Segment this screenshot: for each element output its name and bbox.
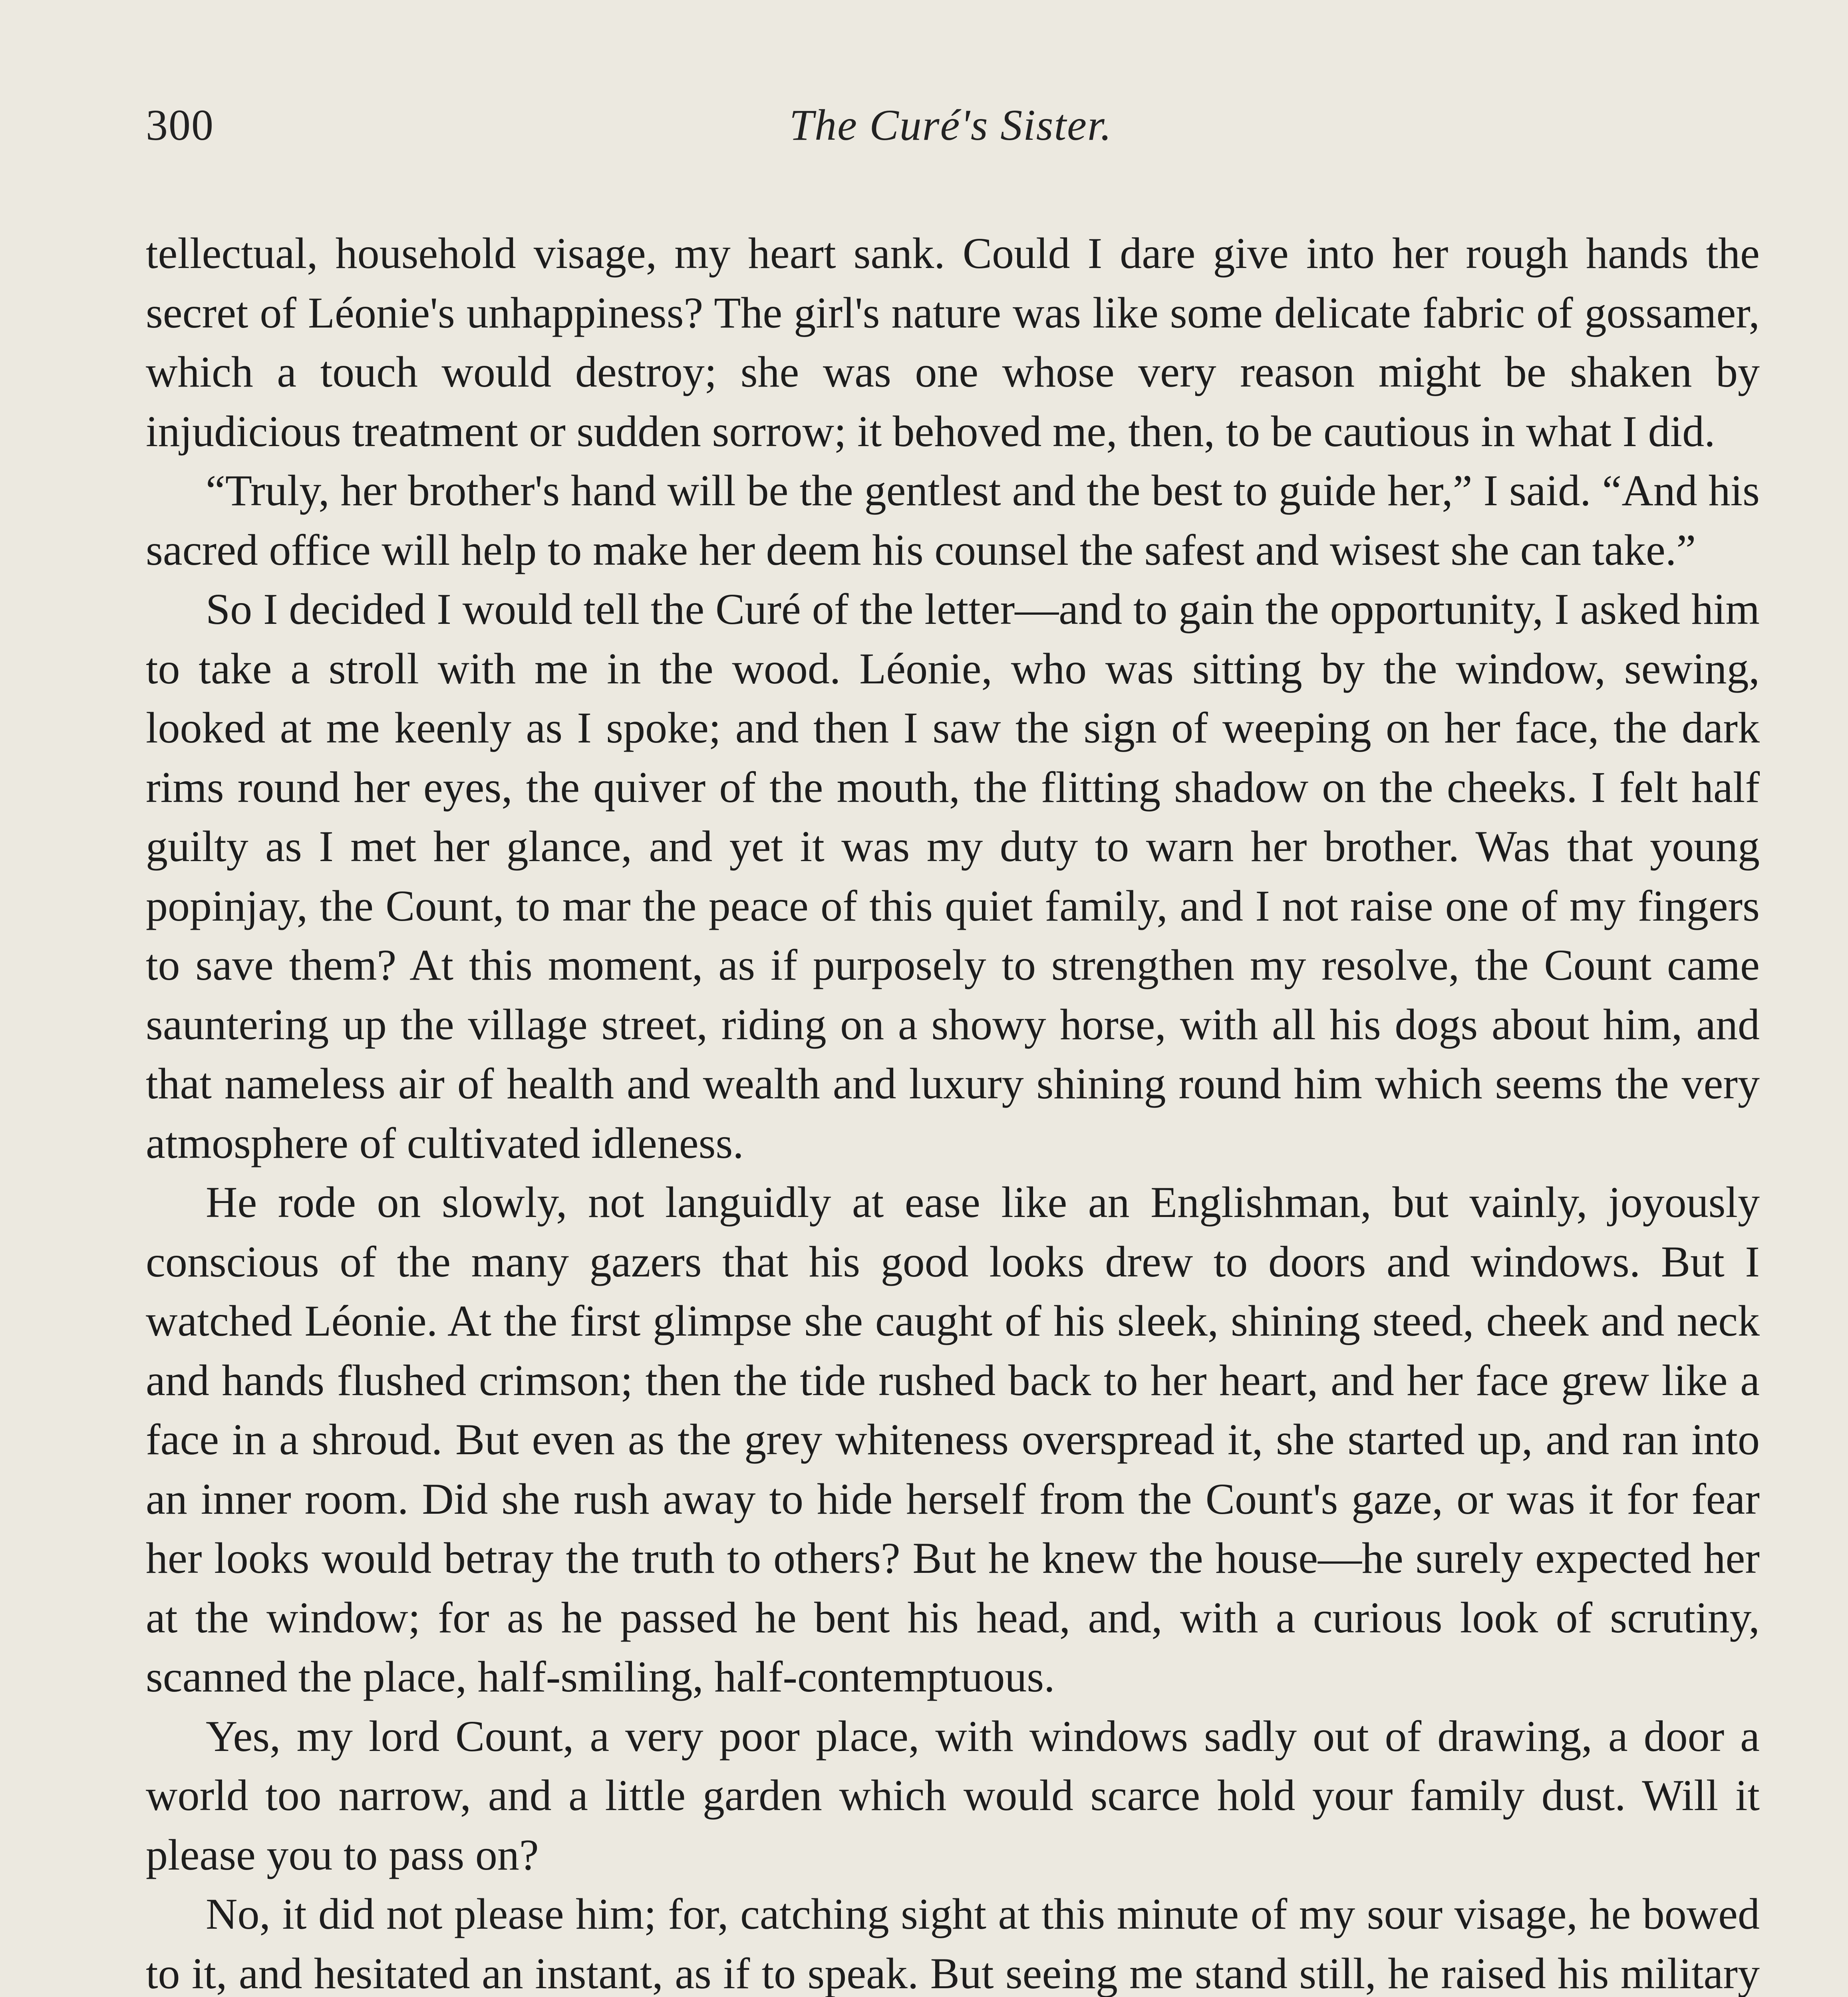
- page-number: 300: [146, 101, 214, 149]
- paragraph-1: tellectual, household visage, my heart sank. Could I dare give into her rough hands the secret of Léonie's unhappiness? The girl's nature was like some delicate fabric of gossamer, which a touch would destroy; she was one whose very reason might be shaken by injudicious treatment or sudden sorrow; it behoved me, then, to be cautious in what I did.: [146, 229, 1760, 456]
- paragraph-6: No, it did not please him; for, catching sight at this minute of my sour visage, he bowed to it, and hesitated an instant, as if to speak. But seeing me stand still, he raised his military: [146, 1890, 1760, 1997]
- paragraph-2: “Truly, her brother's hand will be the gentlest and the best to guide her,” I said. “And his sacred office will help to make her deem his counsel the safest and wisest she can take.”: [146, 466, 1760, 574]
- paragraph-4: He rode on slowly, not languidly at ease like an Englishman, but vainly, joyously conscious of the many gazers that his good looks drew to doors and windows. But I watched Léonie. At the first glimpse she caught of his sleek, shining steed, cheek and neck and hands flushed crimson; then the tide rushed back to her heart, and her face grew like a face in a shroud. But even as the grey whiteness overspread it, she started up, and ran into an inner room. Did she rush away to hide herself from the Count's gaze, or was it for fear her looks would betray the truth to others? But he knew the house—he surely expected her at the window; for as he passed he bent his head, and, with a curious look of scrutiny, scanned the place, half-smiling, half-contemptuous.: [146, 1178, 1760, 1701]
- body-text: [146, 224, 1760, 1997]
- running-head: [146, 100, 1756, 152]
- book-title: The Curé's Sister.: [789, 101, 1113, 149]
- paragraph-3: So I decided I would tell the Curé of the letter—and to gain the opportunity, I asked him to take a stroll with me in the wood. Léonie, who was sitting by the window, sewing, looked at me keenly as I spoke; and then I saw the sign of weeping on her face, the dark rims round her eyes, the quiver of the mouth, the flitting shadow on the cheeks. I felt half guilty as I met her glance, and yet it was my duty to warn her brother. Was that young popinjay, the Count, to mar the peace of this quiet family, and I not raise one of my fingers to save them? At this moment, as if purposely to strengthen my resolve, the Count came sauntering up the village street, riding on a showy horse, with all his dogs about him, and that nameless air of health and wealth and luxury shining round him which seems the very atmosphere of cultivated idleness.: [146, 585, 1760, 1167]
- paragraph-5: Yes, my lord Count, a very poor place, with windows sadly out of drawing, a door a world too narrow, and a little garden which would scarce hold your family dust. Will it please you to pass on?: [146, 1711, 1760, 1879]
